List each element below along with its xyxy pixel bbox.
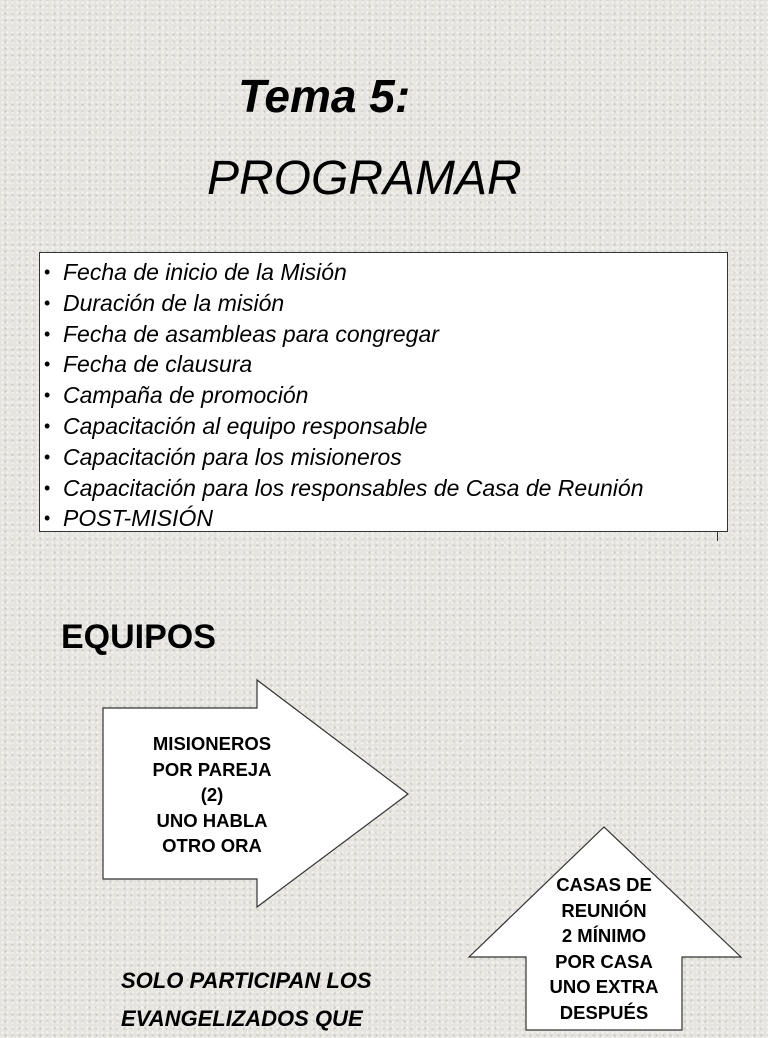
bullet-icon: • bbox=[44, 354, 51, 375]
list-item-text: Fecha de asambleas para congregar bbox=[63, 320, 439, 347]
right-arrow-text bbox=[112, 731, 312, 859]
right-arrow-line: UNO HABLA bbox=[156, 809, 268, 831]
list-item-text: POST-MISIÓN bbox=[63, 505, 213, 532]
right-arrow-line: POR PAREJA bbox=[152, 758, 272, 780]
list-item-text: Fecha de clausura bbox=[63, 351, 253, 378]
bullet-icon: • bbox=[44, 292, 51, 313]
up-arrow-line: UNO EXTRA bbox=[549, 976, 659, 997]
list-item-text: Capacitación para los misioneros bbox=[63, 443, 402, 470]
participation-note bbox=[121, 962, 372, 1038]
slide-title: Tema 5: bbox=[238, 70, 411, 122]
bullet-icon: • bbox=[44, 446, 51, 467]
note-line: SOLO PARTICIPAN LOS bbox=[121, 968, 372, 993]
up-arrow-line: POR CASA bbox=[555, 950, 653, 972]
list-item-text: Fecha de inicio de la Misión bbox=[63, 259, 347, 285]
list-item-text: Capacitación para los responsables de Casa de Reunión bbox=[63, 474, 644, 501]
up-arrow-line: DESPUÉS bbox=[559, 1001, 649, 1023]
up-arrow-text bbox=[514, 872, 694, 1025]
list-item-text: Campaña de promoción bbox=[63, 382, 309, 409]
list-item-text: Duración de la misión bbox=[63, 289, 285, 316]
right-arrow-line: MISIONEROS bbox=[152, 733, 272, 754]
up-arrow-line: CASAS DE bbox=[556, 874, 652, 895]
bullet-icon: • bbox=[44, 508, 51, 529]
slide-subtitle: PROGRAMAR bbox=[207, 152, 522, 205]
bullet-icon: • bbox=[44, 323, 51, 344]
up-arrow-line: 2 MÍNIMO bbox=[561, 925, 647, 946]
bullet-icon: • bbox=[44, 385, 51, 406]
bullet-icon: • bbox=[44, 415, 51, 436]
bullet-icon: • bbox=[44, 262, 51, 282]
right-arrow-line: (2) bbox=[200, 784, 224, 805]
list-item-text: Capacitación al equipo responsable bbox=[63, 412, 428, 439]
section-heading: EQUIPOS bbox=[61, 618, 216, 656]
up-arrow-line: REUNIÓN bbox=[561, 899, 647, 921]
note-line: EVANGELIZADOS QUE bbox=[121, 1006, 363, 1031]
right-arrow-line: OTRO ORA bbox=[162, 835, 262, 856]
bullet-icon: • bbox=[44, 477, 51, 498]
